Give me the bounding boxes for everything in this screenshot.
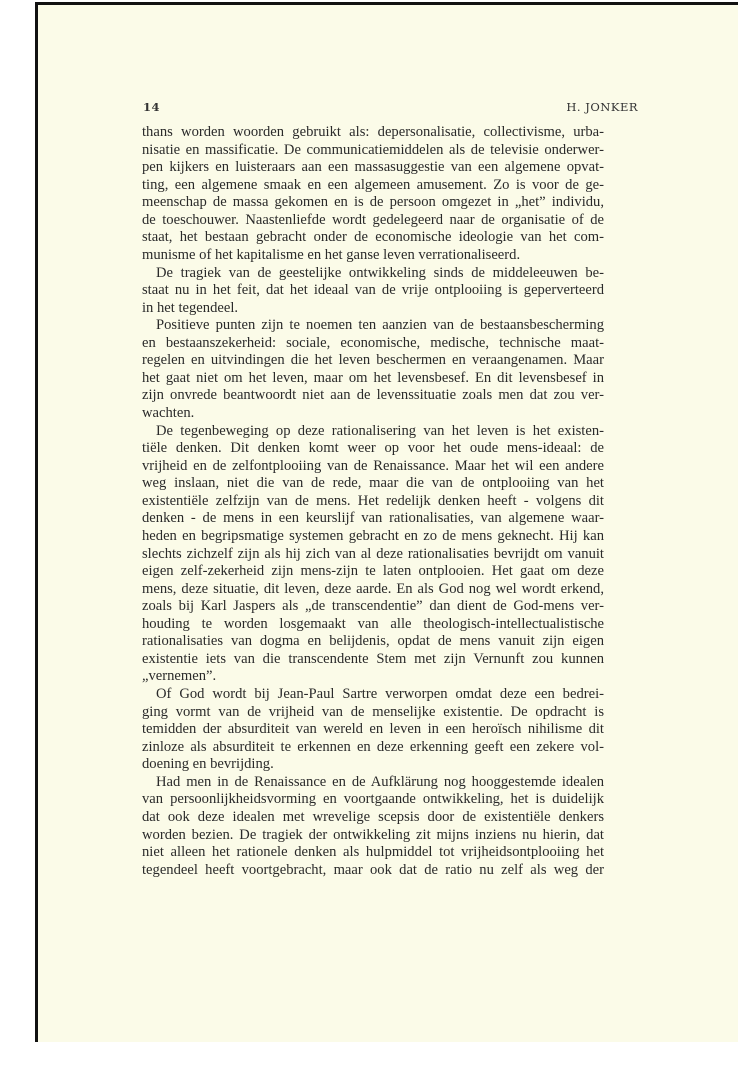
text-line: nisatie en massificatie. De communicatiemiddelen als de televisie onderwer- (142, 141, 604, 158)
text-line: zijn onvrede beantwoordt niet aan de levenssituatie zoals men dat zou ver- (142, 387, 604, 404)
text-line: meenschap de massa gekomen en is de persoon omgezet in „het” individu, (142, 194, 604, 211)
text-line: dat ook deze idealen met wrevelige scepsis door de existentiële denkers (142, 808, 604, 825)
text-line: eigen zelf-zekerheid zijn mens-zijn te laten ontplooien. Het gaat om deze (142, 563, 604, 580)
text-line: existentiële zelfzijn van de mens. Het redelijk denken heeft - volgens dit (142, 492, 604, 509)
text-line: staat nu in het feit, dat het ideaal van de vrije ontplooiing is geperverteerd (142, 282, 604, 299)
text-line: wachten. (142, 405, 195, 421)
text-line: denken - de mens in een keurslijf van rationalisaties, van algemene waar- (142, 510, 604, 527)
text-line: munisme of het kapitalisme en het ganse leven verrationaliseerd. (142, 246, 521, 263)
text-line: „vernemen”. (142, 668, 217, 685)
text-line: De tegenbeweging op deze rationalisering van het leven is het existen- (156, 422, 604, 439)
text-line: temidden der absurditeit van wereld en leven in een heroïsch nihilisme dit (142, 721, 604, 738)
paragraph (142, 686, 604, 774)
text-line: pen kijkers en luisteraars aan een massasuggestie van een algemene opvat- (142, 159, 604, 176)
paragraph (142, 774, 604, 879)
paragraph (142, 317, 604, 422)
text-line: De tragiek van de geestelijke ontwikkeling sinds de middeleeuwen be- (156, 264, 604, 281)
text-line: ging vormt van de vrijheid van de menselijke existentie. De opdracht is (142, 703, 604, 720)
text-line: staat, het bestaan gebracht onder de economische ideologie van het com- (142, 229, 604, 246)
text-line: doening en bevrijding. (142, 756, 274, 773)
text-line: het gaat niet om het leven, maar om het levensbesef. En dit levensbesef in (142, 369, 604, 386)
text-line: rationalisaties van dogma en belijdenis, opdat de mens vanuit zijn eigen (142, 633, 604, 650)
text-line: de toeschouwer. Naastenliefde wordt gedelegeerd naar de organisatie of de (142, 211, 604, 228)
text-line: slechts zichzelf zijn als hij zich van al deze rationalisaties bevrijdt om vanuit (142, 545, 604, 562)
text-line: in het tegendeel. (142, 299, 239, 316)
text-line: Positieve punten zijn te noemen ten aanzien van de bestaansbescherming (156, 317, 604, 334)
text-line: worden bezien. De tragiek der ontwikkeling zit mijns inziens nu hierin, dat (142, 826, 604, 843)
text-line: niet alleen het rationele denken als hulpmiddel tot vrijheidsontplooiing het (142, 844, 604, 861)
body-text (142, 124, 604, 879)
text-line: zoals bij Karl Jaspers als „de transcendentie” dan dient de God-mens ver- (142, 598, 604, 615)
text-line: thans worden woorden gebruikt als: depersonalisatie, collectivisme, urba- (142, 124, 604, 140)
text-line: mens, deze situatie, dit leven, deze aarde. En als God nog wel wordt erkend, (142, 580, 604, 597)
page-number: 14 (143, 100, 161, 114)
text-line: ting, een algemene smaak en een algemeen amusement. Zo is voor de ge- (142, 176, 604, 193)
text-line: tiële denken. Dit denken komt weer op voor het oude mens-ideaal: de (142, 440, 604, 457)
text-line: houding te worden losgemaakt van alle theologisch-intellectualistische (142, 615, 604, 632)
book-page (35, 2, 738, 1042)
text-line: van persoonlijkheidsvorming en voortgaande ontwikkeling, het is duidelijk (142, 791, 604, 808)
text-line: Of God wordt bij Jean-Paul Sartre verworpen omdat deze een bedrei- (156, 686, 604, 702)
text-line: tegendeel heeft voortgebracht, maar ook dat de ratio nu zelf als weg der (142, 861, 604, 878)
paragraph (142, 423, 604, 686)
running-header-author: H. JONKER (566, 100, 638, 114)
text-line: regelen en uitvindingen die het leven beschermen en veraangenamen. Maar (142, 352, 604, 369)
paragraph (142, 124, 604, 265)
text-line: en bestaanszekerheid: sociale, economische, medische, technische maat- (142, 334, 604, 351)
text-line: zinloze als absurditeit te erkennen en deze erkenning geeft een zekere vol- (142, 738, 604, 755)
text-line: weg inslaan, niet die van de rede, maar die van de ontplooiing van het (142, 475, 604, 492)
text-line: heden en begripsmatige systemen gebracht en zo de mens geknecht. Hij kan (142, 527, 604, 544)
paragraph (142, 265, 604, 318)
text-line: existentie iets van die transcendente Stem met zijn Vernunft zou kunnen (142, 650, 604, 667)
text-line: Had men in de Renaissance en de Aufklärung nog hooggestemde idealen (156, 773, 604, 790)
text-line: vrijheid en de zelfontplooiing van de Renaissance. Maar het wil een andere (142, 457, 604, 474)
